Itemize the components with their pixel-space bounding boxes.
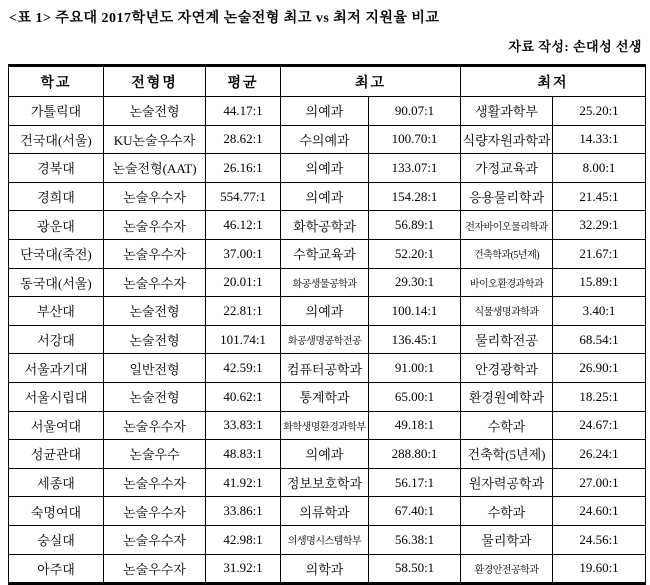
low-dept-cell: 수학과: [461, 497, 553, 526]
table-row: [9, 211, 646, 240]
low-rate-cell: 21.67:1: [553, 239, 646, 268]
low-rate-cell: 32.29:1: [553, 211, 646, 240]
avg-rate-cell: 48.83:1: [206, 440, 281, 469]
school-cell: 세종대: [9, 468, 104, 497]
high-rate-cell: 56.89:1: [369, 211, 461, 240]
high-dept-cell: 의류학과: [281, 497, 369, 526]
type-cell: 논술전형(AAT): [104, 154, 206, 183]
high-rate-cell: 90.07:1: [369, 97, 461, 126]
high-rate-cell: 100.70:1: [369, 125, 461, 154]
high-dept-cell: 의예과: [281, 154, 369, 183]
low-dept-cell: 응용물리학과: [461, 182, 553, 211]
avg-rate-cell: 26.16:1: [206, 154, 281, 183]
school-cell: 가톨릭대: [9, 97, 104, 126]
avg-rate-cell: 37.00:1: [206, 239, 281, 268]
high-dept-cell: 화학공학과: [281, 211, 369, 240]
school-cell: 숙명여대: [9, 497, 104, 526]
low-dept-cell: 물리학과: [461, 525, 553, 554]
high-rate-cell: 133.07:1: [369, 154, 461, 183]
type-cell: 논술우수자: [104, 525, 206, 554]
table-row: [9, 154, 646, 183]
type-cell: 논술우수자: [104, 182, 206, 211]
high-dept-cell: 의학과: [281, 554, 369, 584]
school-cell: 서울여대: [9, 411, 104, 440]
avg-rate-cell: 28.62:1: [206, 125, 281, 154]
type-cell: 논술우수자: [104, 211, 206, 240]
school-cell: 성균관대: [9, 440, 104, 469]
type-cell: 논술우수자: [104, 554, 206, 584]
school-cell: 건국대(서울): [9, 125, 104, 154]
table-row: [9, 497, 646, 526]
header-high: 최고: [281, 66, 461, 97]
table-header: [9, 66, 646, 97]
high-dept-cell: 통계학과: [281, 382, 369, 411]
high-dept-cell: 컴퓨터공학과: [281, 354, 369, 383]
type-cell: 논술우수자: [104, 268, 206, 297]
table-row: [9, 468, 646, 497]
low-rate-cell: 18.25:1: [553, 382, 646, 411]
credit-line: 자료 작성: 손대성 선생: [508, 39, 642, 54]
table-row: [9, 554, 646, 584]
school-cell: 경희대: [9, 182, 104, 211]
high-rate-cell: 56.17:1: [369, 468, 461, 497]
school-cell: 서강대: [9, 325, 104, 354]
high-rate-cell: 67.40:1: [369, 497, 461, 526]
high-rate-cell: 58.50:1: [369, 554, 461, 584]
table-row: [9, 239, 646, 268]
type-cell: 논술전형: [104, 382, 206, 411]
table-row: [9, 525, 646, 554]
high-dept-cell: 화학생명환경과학부: [281, 411, 369, 440]
type-cell: 논술우수자: [104, 468, 206, 497]
high-dept-cell: 의예과: [281, 97, 369, 126]
avg-rate-cell: 40.62:1: [206, 382, 281, 411]
high-dept-cell: 정보보호학과: [281, 468, 369, 497]
low-dept-cell: 생활과학부: [461, 97, 553, 126]
low-rate-cell: 26.24:1: [553, 440, 646, 469]
low-rate-cell: 27.00:1: [553, 468, 646, 497]
table-row: [9, 354, 646, 383]
table-row: [9, 182, 646, 211]
table-row: [9, 297, 646, 326]
avg-rate-cell: 20.01:1: [206, 268, 281, 297]
table-row: [9, 440, 646, 469]
low-rate-cell: 8.00:1: [553, 154, 646, 183]
avg-rate-cell: 554.77:1: [206, 182, 281, 211]
low-dept-cell: 환경안전공학과: [461, 554, 553, 584]
high-dept-cell: 의예과: [281, 440, 369, 469]
low-rate-cell: 26.90:1: [553, 354, 646, 383]
high-rate-cell: 288.80:1: [369, 440, 461, 469]
type-cell: 논술우수자: [104, 411, 206, 440]
type-cell: 논술전형: [104, 325, 206, 354]
type-cell: 일반전형: [104, 354, 206, 383]
table-row: [9, 325, 646, 354]
school-cell: 아주대: [9, 554, 104, 584]
high-dept-cell: 화공생물공학과: [281, 268, 369, 297]
low-rate-cell: 25.20:1: [553, 97, 646, 126]
type-cell: 논술우수자: [104, 497, 206, 526]
avg-rate-cell: 44.17:1: [206, 97, 281, 126]
low-rate-cell: 68.54:1: [553, 325, 646, 354]
high-dept-cell: 의예과: [281, 297, 369, 326]
high-dept-cell: 의예과: [281, 182, 369, 211]
avg-rate-cell: 31.92:1: [206, 554, 281, 584]
school-cell: 경북대: [9, 154, 104, 183]
avg-rate-cell: 42.98:1: [206, 525, 281, 554]
school-cell: 부산대: [9, 297, 104, 326]
high-dept-cell: 의생명시스템학부: [281, 525, 369, 554]
high-dept-cell: 수의예과: [281, 125, 369, 154]
header-row: [9, 66, 646, 97]
high-rate-cell: 136.45:1: [369, 325, 461, 354]
type-cell: KU논술우수자: [104, 125, 206, 154]
table-row: [9, 382, 646, 411]
low-dept-cell: 수학과: [461, 411, 553, 440]
table-row: [9, 268, 646, 297]
type-cell: 논술우수자: [104, 239, 206, 268]
table-body: [9, 97, 646, 584]
low-rate-cell: 24.56:1: [553, 525, 646, 554]
avg-rate-cell: 46.12:1: [206, 211, 281, 240]
avg-rate-cell: 42.59:1: [206, 354, 281, 383]
header-school: 학교: [9, 66, 104, 97]
school-cell: 단국대(죽전): [9, 239, 104, 268]
low-dept-cell: 식량자원과학과: [461, 125, 553, 154]
low-dept-cell: 환경원예학과: [461, 382, 553, 411]
avg-rate-cell: 33.83:1: [206, 411, 281, 440]
low-dept-cell: 안경광학과: [461, 354, 553, 383]
high-rate-cell: 52.20:1: [369, 239, 461, 268]
low-rate-cell: 15.89:1: [553, 268, 646, 297]
page-title: <표 1> 주요대 2017학년도 자연계 논술전형 최고 vs 최저 지원율 비교: [9, 11, 440, 26]
header-low: 최저: [461, 66, 646, 97]
high-rate-cell: 56.38:1: [369, 525, 461, 554]
header-avg: 평균: [206, 66, 281, 97]
high-rate-cell: 29.30:1: [369, 268, 461, 297]
avg-rate-cell: 41.92:1: [206, 468, 281, 497]
type-cell: 논술전형: [104, 297, 206, 326]
low-dept-cell: 건축학(5년제): [461, 440, 553, 469]
low-dept-cell: 가정교육과: [461, 154, 553, 183]
high-dept-cell: 화공생명공학전공: [281, 325, 369, 354]
table-row: [9, 125, 646, 154]
high-rate-cell: 91.00:1: [369, 354, 461, 383]
school-cell: 서울과기대: [9, 354, 104, 383]
high-rate-cell: 100.14:1: [369, 297, 461, 326]
school-cell: 서울시립대: [9, 382, 104, 411]
low-dept-cell: 건축학과(5년제): [461, 239, 553, 268]
low-rate-cell: 19.60:1: [553, 554, 646, 584]
low-rate-cell: 3.40:1: [553, 297, 646, 326]
low-rate-cell: 14.33:1: [553, 125, 646, 154]
type-cell: 논술우수: [104, 440, 206, 469]
header-type: 전형명: [104, 66, 206, 97]
low-dept-cell: 식물생명과학과: [461, 297, 553, 326]
table-row: [9, 97, 646, 126]
low-dept-cell: 전자바이오물리학과: [461, 211, 553, 240]
school-cell: 광운대: [9, 211, 104, 240]
avg-rate-cell: 22.81:1: [206, 297, 281, 326]
high-rate-cell: 65.00:1: [369, 382, 461, 411]
high-rate-cell: 49.18:1: [369, 411, 461, 440]
avg-rate-cell: 101.74:1: [206, 325, 281, 354]
low-dept-cell: 바이오환경과학과: [461, 268, 553, 297]
low-rate-cell: 21.45:1: [553, 182, 646, 211]
low-dept-cell: 원자력공학과: [461, 468, 553, 497]
table-row: [9, 411, 646, 440]
low-dept-cell: 물리학전공: [461, 325, 553, 354]
admission-rate-table: [8, 64, 646, 585]
school-cell: 숭실대: [9, 525, 104, 554]
low-rate-cell: 24.67:1: [553, 411, 646, 440]
school-cell: 동국대(서울): [9, 268, 104, 297]
type-cell: 논술전형: [104, 97, 206, 126]
high-dept-cell: 수학교육과: [281, 239, 369, 268]
high-rate-cell: 154.28:1: [369, 182, 461, 211]
low-rate-cell: 24.60:1: [553, 497, 646, 526]
avg-rate-cell: 33.86:1: [206, 497, 281, 526]
